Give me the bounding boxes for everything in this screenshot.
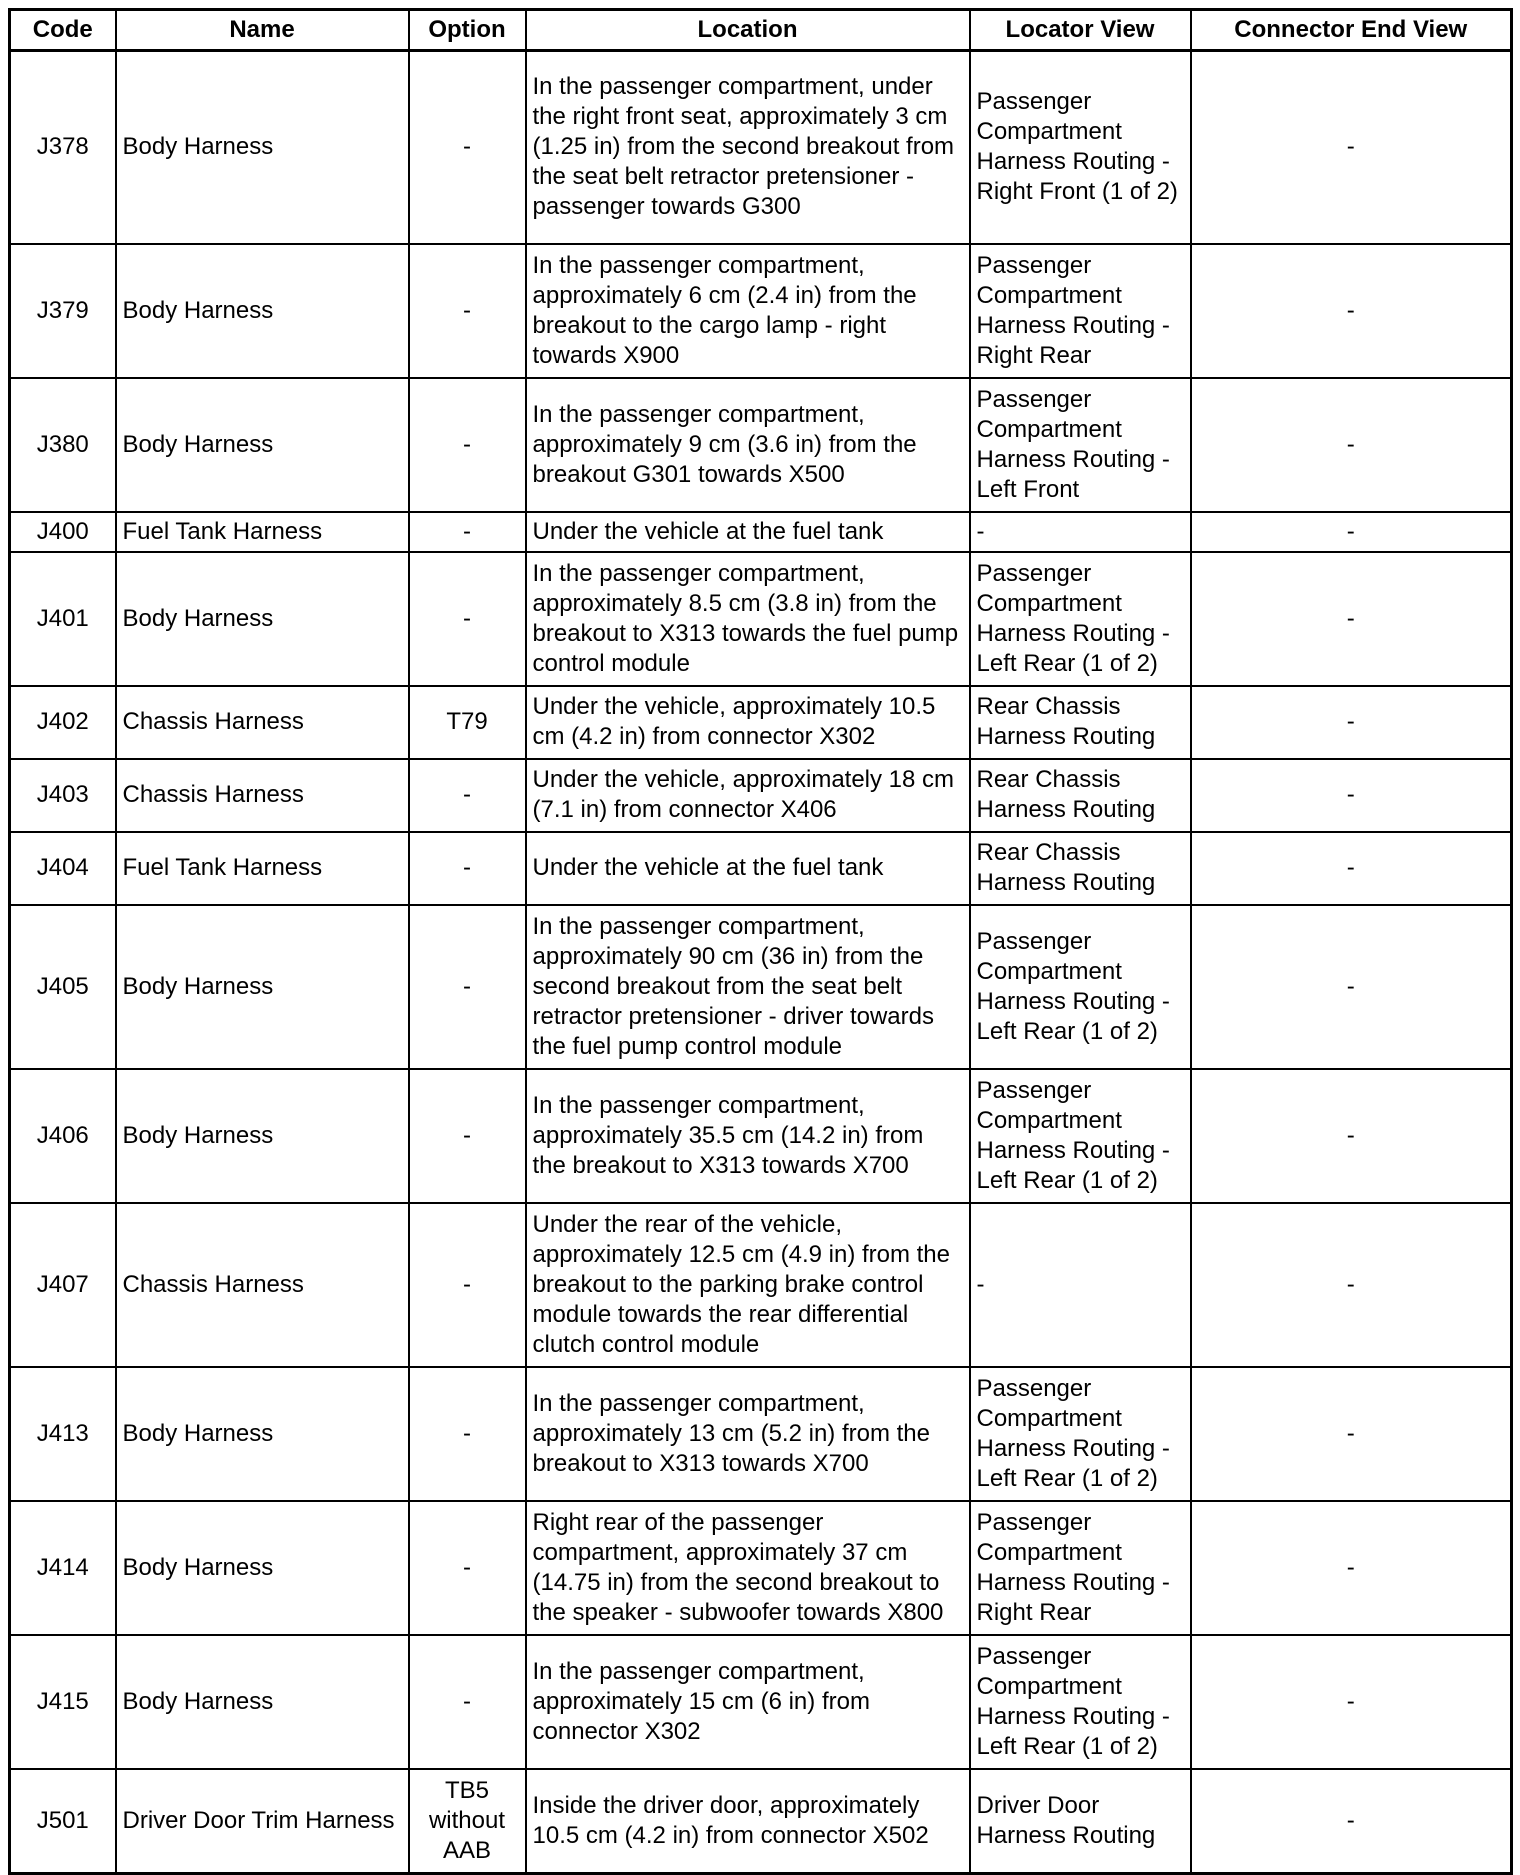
table-row xyxy=(10,51,1512,244)
cell-code: J406 xyxy=(10,1069,116,1203)
cell-code: J405 xyxy=(10,905,116,1069)
cell-option: - xyxy=(409,244,526,378)
cell-location: Inside the driver door, approximately 10.5 cm (4.2 in) from connector X502 xyxy=(526,1769,970,1874)
cell-code: J501 xyxy=(10,1769,116,1874)
cell-location: In the passenger compartment, approximately 15 cm (6 in) from connector X302 xyxy=(526,1635,970,1769)
cell-name: Body Harness xyxy=(116,1635,409,1769)
cell-locator-view: Rear Chassis Harness Routing xyxy=(970,832,1191,905)
cell-name: Driver Door Trim Harness xyxy=(116,1769,409,1874)
cell-code: J413 xyxy=(10,1367,116,1501)
cell-location: Under the rear of the vehicle, approximately 12.5 cm (4.9 in) from the breakout to the parking brake control module towards the rear differential clutch control module xyxy=(526,1203,970,1367)
cell-location: In the passenger compartment, approximately 6 cm (2.4 in) from the breakout to the cargo lamp - right towards X900 xyxy=(526,244,970,378)
cell-connector-end-view: - xyxy=(1191,51,1512,244)
table-row xyxy=(10,832,1512,905)
cell-locator-view: Rear Chassis Harness Routing xyxy=(970,686,1191,759)
column-header-connector-end-view: Connector End View xyxy=(1191,10,1512,51)
table-row xyxy=(10,686,1512,759)
cell-name: Chassis Harness xyxy=(116,1203,409,1367)
cell-code: J378 xyxy=(10,51,116,244)
cell-name: Body Harness xyxy=(116,1069,409,1203)
cell-code: J403 xyxy=(10,759,116,832)
table-header-row xyxy=(10,10,1512,51)
table-row xyxy=(10,552,1512,686)
cell-name: Fuel Tank Harness xyxy=(116,832,409,905)
cell-location: In the passenger compartment, approximately 13 cm (5.2 in) from the breakout to X313 towards X700 xyxy=(526,1367,970,1501)
cell-name: Body Harness xyxy=(116,244,409,378)
table-row xyxy=(10,1501,1512,1635)
cell-code: J415 xyxy=(10,1635,116,1769)
cell-code: J404 xyxy=(10,832,116,905)
cell-option: - xyxy=(409,512,526,552)
cell-option: - xyxy=(409,1501,526,1635)
cell-connector-end-view: - xyxy=(1191,1203,1512,1367)
cell-connector-end-view: - xyxy=(1191,1069,1512,1203)
cell-locator-view: Passenger Compartment Harness Routing - Right Rear xyxy=(970,1501,1191,1635)
cell-code: J414 xyxy=(10,1501,116,1635)
cell-locator-view: Rear Chassis Harness Routing xyxy=(970,759,1191,832)
cell-option: - xyxy=(409,832,526,905)
cell-connector-end-view: - xyxy=(1191,1635,1512,1769)
table-row xyxy=(10,512,1512,552)
cell-option: - xyxy=(409,1069,526,1203)
cell-name: Body Harness xyxy=(116,378,409,512)
cell-name: Body Harness xyxy=(116,1367,409,1501)
table-row xyxy=(10,1203,1512,1367)
column-header-option: Option xyxy=(409,10,526,51)
cell-connector-end-view: - xyxy=(1191,1367,1512,1501)
cell-location: In the passenger compartment, under the right front seat, approximately 3 cm (1.25 in) from the second breakout from the seat belt retractor pretensioner - passenger towards G300 xyxy=(526,51,970,244)
cell-locator-view: - xyxy=(970,1203,1191,1367)
cell-code: J380 xyxy=(10,378,116,512)
cell-locator-view: Passenger Compartment Harness Routing - Left Rear (1 of 2) xyxy=(970,1367,1191,1501)
cell-locator-view: Passenger Compartment Harness Routing - Left Rear (1 of 2) xyxy=(970,552,1191,686)
cell-name: Body Harness xyxy=(116,905,409,1069)
cell-code: J401 xyxy=(10,552,116,686)
table-row xyxy=(10,759,1512,832)
table-row xyxy=(10,244,1512,378)
column-header-location: Location xyxy=(526,10,970,51)
table-row xyxy=(10,378,1512,512)
cell-locator-view: Passenger Compartment Harness Routing - Right Front (1 of 2) xyxy=(970,51,1191,244)
cell-name: Fuel Tank Harness xyxy=(116,512,409,552)
cell-name: Body Harness xyxy=(116,552,409,686)
cell-locator-view: - xyxy=(970,512,1191,552)
cell-option: - xyxy=(409,1203,526,1367)
cell-location: Under the vehicle, approximately 10.5 cm (4.2 in) from connector X302 xyxy=(526,686,970,759)
cell-locator-view: Passenger Compartment Harness Routing - Left Front xyxy=(970,378,1191,512)
cell-location: In the passenger compartment, approximately 90 cm (36 in) from the second breakout from the seat belt retractor pretensioner - driver towards the fuel pump control module xyxy=(526,905,970,1069)
column-header-code: Code xyxy=(10,10,116,51)
cell-option: - xyxy=(409,378,526,512)
connector-table xyxy=(8,8,1513,1875)
cell-option: - xyxy=(409,1367,526,1501)
cell-locator-view: Driver Door Harness Routing xyxy=(970,1769,1191,1874)
cell-option: - xyxy=(409,51,526,244)
cell-connector-end-view: - xyxy=(1191,552,1512,686)
cell-locator-view: Passenger Compartment Harness Routing - Left Rear (1 of 2) xyxy=(970,905,1191,1069)
table-row xyxy=(10,1367,1512,1501)
cell-connector-end-view: - xyxy=(1191,244,1512,378)
cell-connector-end-view: - xyxy=(1191,1769,1512,1874)
cell-option: - xyxy=(409,552,526,686)
cell-locator-view: Passenger Compartment Harness Routing - Left Rear (1 of 2) xyxy=(970,1069,1191,1203)
cell-name: Body Harness xyxy=(116,1501,409,1635)
cell-connector-end-view: - xyxy=(1191,378,1512,512)
table-row xyxy=(10,905,1512,1069)
cell-name: Body Harness xyxy=(116,51,409,244)
cell-locator-view: Passenger Compartment Harness Routing - Right Rear xyxy=(970,244,1191,378)
cell-connector-end-view: - xyxy=(1191,905,1512,1069)
table-row xyxy=(10,1069,1512,1203)
cell-code: J379 xyxy=(10,244,116,378)
cell-option: - xyxy=(409,759,526,832)
cell-connector-end-view: - xyxy=(1191,512,1512,552)
cell-connector-end-view: - xyxy=(1191,832,1512,905)
cell-connector-end-view: - xyxy=(1191,759,1512,832)
cell-location: Right rear of the passenger compartment, approximately 37 cm (14.75 in) from the second breakout to the speaker - subwoofer towards X800 xyxy=(526,1501,970,1635)
cell-name: Chassis Harness xyxy=(116,686,409,759)
table-row xyxy=(10,1635,1512,1769)
cell-location: In the passenger compartment, approximately 8.5 cm (3.8 in) from the breakout to X313 towards the fuel pump control module xyxy=(526,552,970,686)
column-header-locator-view: Locator View xyxy=(970,10,1191,51)
cell-code: J402 xyxy=(10,686,116,759)
cell-option: - xyxy=(409,1635,526,1769)
cell-option: TB5 without AAB xyxy=(409,1769,526,1874)
cell-option: T79 xyxy=(409,686,526,759)
column-header-name: Name xyxy=(116,10,409,51)
table-row xyxy=(10,1769,1512,1874)
cell-locator-view: Passenger Compartment Harness Routing - Left Rear (1 of 2) xyxy=(970,1635,1191,1769)
cell-code: J407 xyxy=(10,1203,116,1367)
cell-location: In the passenger compartment, approximately 35.5 cm (14.2 in) from the breakout to X313 towards X700 xyxy=(526,1069,970,1203)
cell-code: J400 xyxy=(10,512,116,552)
cell-location: In the passenger compartment, approximately 9 cm (3.6 in) from the breakout G301 towards X500 xyxy=(526,378,970,512)
cell-option: - xyxy=(409,905,526,1069)
cell-location: Under the vehicle, approximately 18 cm (7.1 in) from connector X406 xyxy=(526,759,970,832)
cell-name: Chassis Harness xyxy=(116,759,409,832)
cell-location: Under the vehicle at the fuel tank xyxy=(526,512,970,552)
cell-connector-end-view: - xyxy=(1191,1501,1512,1635)
cell-location: Under the vehicle at the fuel tank xyxy=(526,832,970,905)
cell-connector-end-view: - xyxy=(1191,686,1512,759)
